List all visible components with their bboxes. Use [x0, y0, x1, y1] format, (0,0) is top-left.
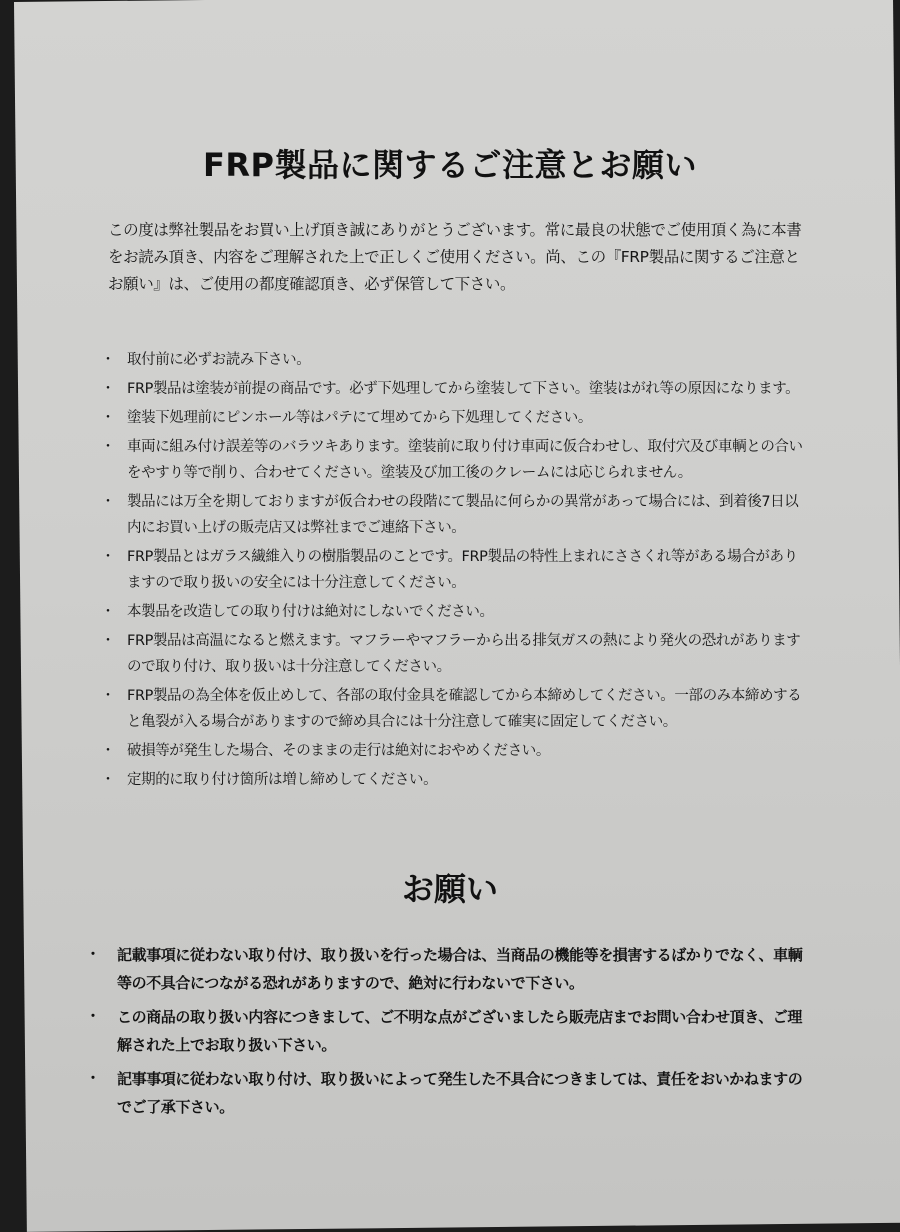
bullet-icon: ・ [101, 743, 115, 759]
note-item [101, 628, 807, 680]
note-item [101, 683, 807, 735]
bullet-icon: ・ [101, 352, 115, 368]
note-item [101, 489, 807, 541]
note-item [101, 347, 807, 373]
request-item [86, 1065, 807, 1121]
request-item [86, 941, 807, 997]
request-text: 記事事項に従わない取り付け、取り扱いによって発生した不具合につきましては、責任をおいかねますのでご了承下さい。 [117, 1070, 803, 1116]
bullet-icon: ・ [101, 604, 115, 620]
bullet-icon: ・ [101, 439, 115, 455]
note-text: 製品には万全を期しておりますが仮合わせの段階にて製品に何らかの異常があって場合には、到着後7日以内にお買い上げの販売店又は弊社までご連絡下さい。 [127, 494, 799, 536]
note-item [101, 434, 807, 486]
note-item [101, 544, 807, 596]
bullet-icon: ・ [86, 1071, 100, 1087]
note-text: 本製品を改造しての取り付けは絶対にしないでください。 [127, 604, 494, 620]
requests-section-title: お願い [401, 870, 498, 908]
note-text: FRP製品は高温になると燃えます。マフラーやマフラーから出る排気ガスの熱により発火の恐れがありますので取り付け、取り扱いは十分注意してください。 [127, 633, 801, 675]
bullet-icon: ・ [101, 688, 115, 704]
bullet-icon: ・ [101, 549, 115, 565]
page-title: FRP製品に関するご注意とお願い [203, 146, 697, 185]
note-text: FRP製品とはガラス繊維入りの樹脂製品のことです。FRP製品の特性上まれにささくれ等がある場合がありますので取り扱いの安全には十分注意してください。 [127, 549, 798, 591]
note-item [101, 405, 807, 431]
note-text: 破損等が発生した場合、そのままの走行は絶対におやめください。 [127, 743, 550, 759]
note-item [101, 376, 807, 402]
intro-paragraph: この度は弊社製品をお買い上げ頂き誠にありがとうございます。常に最良の状態でご使用頂く為に本書をお読み頂き、内容をご理解された上で正しくご使用ください。尚、この『FRP製品に関するご注意とお願い』は、ご使用の都度確認頂き、必ず保管して下さい。 [108, 221, 802, 293]
requests-list [86, 941, 807, 1127]
bullet-icon: ・ [101, 410, 115, 426]
note-item [101, 767, 807, 793]
note-text: 取付前に必ずお読み下さい。 [127, 352, 311, 368]
bullet-icon: ・ [101, 633, 115, 649]
note-text: FRP製品は塗装が前提の商品です。必ず下処理してから塗装して下さい。塗装はがれ等の原因になります。 [127, 381, 800, 397]
bullet-icon: ・ [86, 947, 100, 963]
request-item [86, 1003, 807, 1059]
note-item [101, 738, 807, 764]
note-item [101, 599, 807, 625]
bullet-icon: ・ [101, 494, 115, 510]
notes-list [101, 347, 807, 796]
note-text: 定期的に取り付け箇所は増し締めしてください。 [127, 772, 438, 788]
bullet-icon: ・ [101, 772, 115, 788]
request-text: 記載事項に従わない取り付け、取り扱いを行った場合は、当商品の機能等を損害するばかりでなく、車輌等の不具合につながる恐れがありますので、絶対に行わないで下さい。 [117, 946, 803, 992]
request-text: この商品の取り扱い内容につきまして、ご不明な点がございましたら販売店までお問い合わせ頂き、ご理解された上でお取り扱い下さい。 [117, 1008, 803, 1054]
bullet-icon: ・ [101, 381, 115, 397]
bullet-icon: ・ [86, 1009, 100, 1025]
note-text: 塗装下処理前にピンホール等はパテにて埋めてから下処理してください。 [127, 410, 593, 426]
note-text: FRP製品の為全体を仮止めして、各部の取付金具を確認してから本締めしてください。一部のみ本締めすると亀裂が入る場合がありますので締め具合には十分注意して確実に固定してください。 [127, 688, 802, 730]
note-text: 車両に組み付け誤差等のバラツキあります。塗装前に取り付け車両に仮合わせし、取付穴及び車輌との合いをやすり等で削り、合わせてください。塗装及び加工後のクレームには応じられません。 [127, 439, 803, 481]
